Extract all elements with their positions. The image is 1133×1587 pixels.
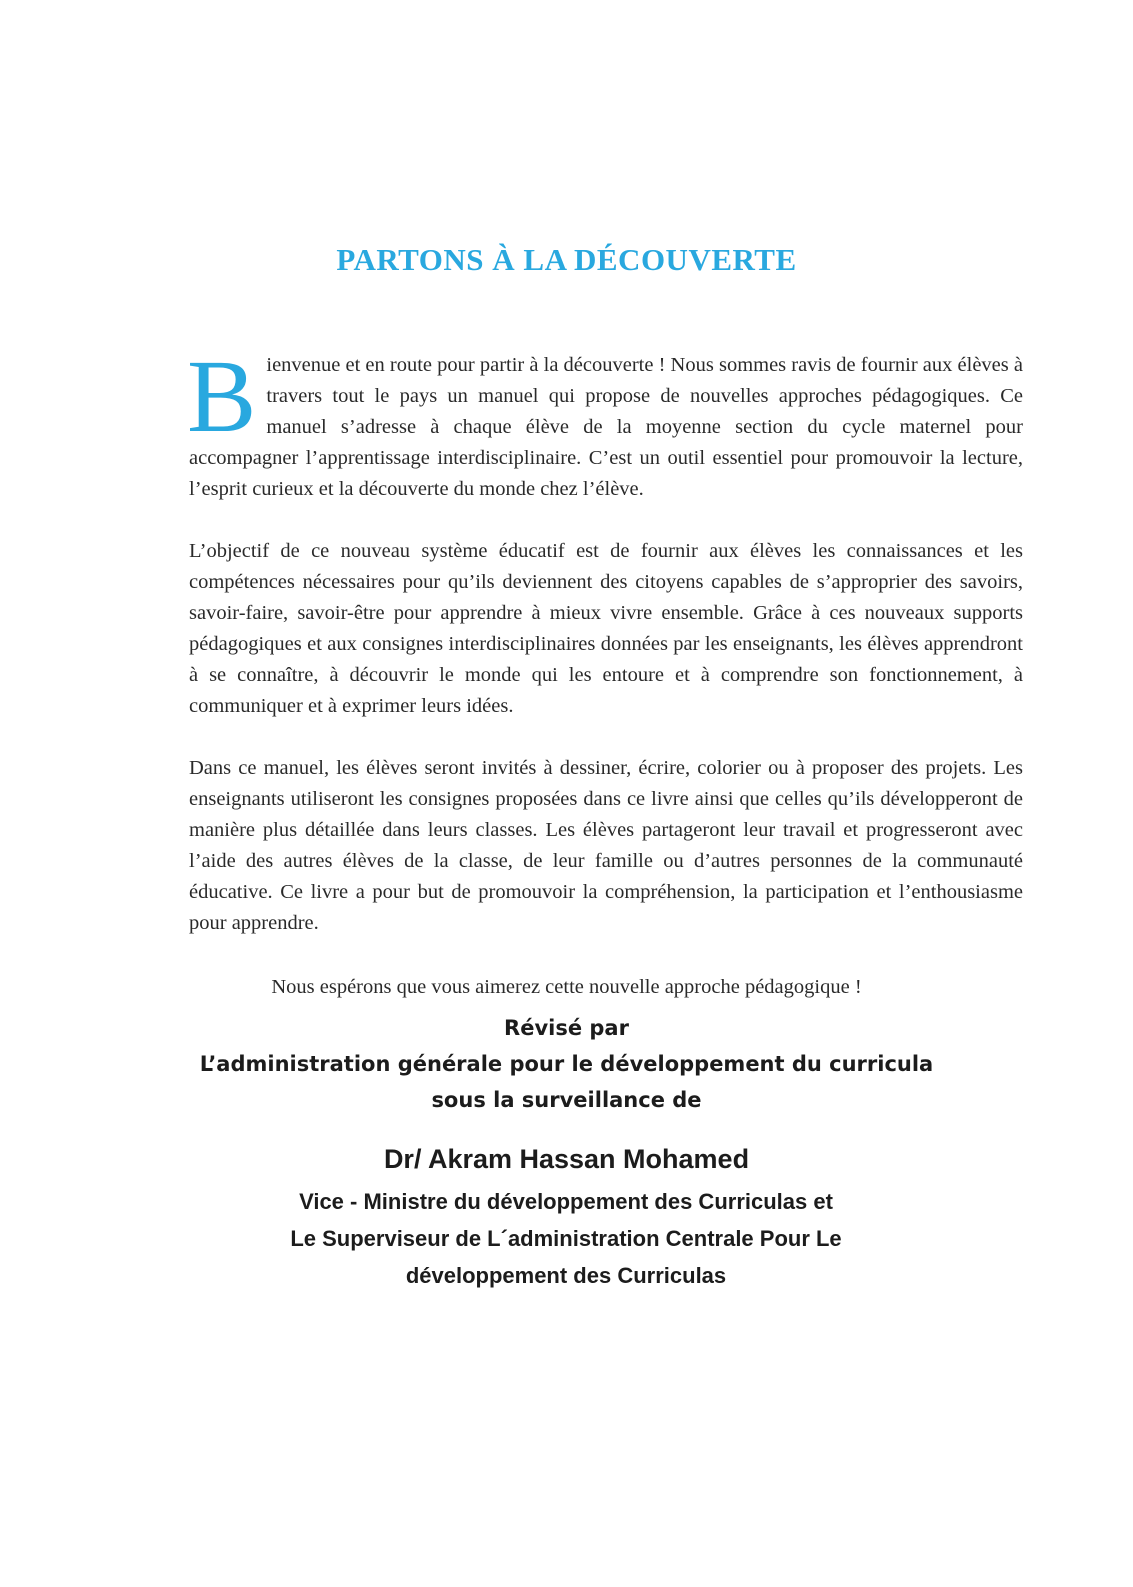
drop-cap-letter: B — [187, 339, 257, 454]
introduction-text — [187, 339, 1023, 970]
role-line-1: Vice - Ministre du développement des Curriculas et — [299, 1189, 833, 1214]
role-line-2: Le Superviseur de L´administration Centrale Pour Le — [290, 1226, 842, 1251]
revised-by-label: Révisé par — [504, 1016, 629, 1040]
paragraph-2: L’objectif de ce nouveau système éducatif est de fournir aux élèves les connaissances et les compétences nécessaires pour qu’ils deviennent des citoyens capables de s’approprier des savoirs, savoir-faire, savoir-être pour apprendre à mieux vivre ensemble. Grâce à ces nouveaux supports pédagogiques et aux consignes interdisciplinaires données par les enseignants, les élèves apprendront à se connaître, à découvrir le monde qui les entoure et à comprendre son fonctionnement, à communiquer et à exprimer leurs idées. — [189, 540, 1023, 717]
supervisor-role — [186, 1183, 946, 1294]
paragraph-1-text: ienvenue et en route pour partir à la découverte ! Nous sommes ravis de fournir aux élèves à travers tout le pays un manuel qui propose de nouvelles approches pédagogiques. Ce manuel s’adresse à chaque élève de la moyenne section du cycle maternel pour accompagner l’apprentissage interdisciplinaire. C’est un outil essentiel pour promouvoir la lecture, l’esprit curieux et la découverte du monde chez l’élève. — [189, 354, 1023, 500]
supervisor-name: Dr/ Akram Hassan Mohamed — [383, 1144, 750, 1174]
page-title: PARTONS À LA DÉCOUVERTE — [336, 242, 797, 277]
administration-name: L’administration générale pour le développement du curricula — [199, 1052, 934, 1076]
supervision-label: sous la surveillance de — [431, 1088, 702, 1112]
paragraph-3: Dans ce manuel, les élèves seront invités à dessiner, écrire, colorier ou à proposer des projets. Les enseignants utiliseront les consignes proposées dans ce livre ainsi que celles qu’ils développeront de manière plus détaillée dans leurs classes. Les élèves partageront leur travail et progresseront avec l’aide des autres élèves de la classe, de leur famille ou d’autres personnes de la communauté éducative. Ce livre a pour but de promouvoir la compréhension, la participation et l’enthousiasme pour apprendre. — [189, 757, 1023, 934]
paragraph-1 — [187, 339, 1023, 505]
role-line-3: développement des Curriculas — [405, 1263, 727, 1288]
closing-line: Nous espérons que vous aimerez cette nouvelle approche pédagogique ! — [271, 976, 862, 998]
